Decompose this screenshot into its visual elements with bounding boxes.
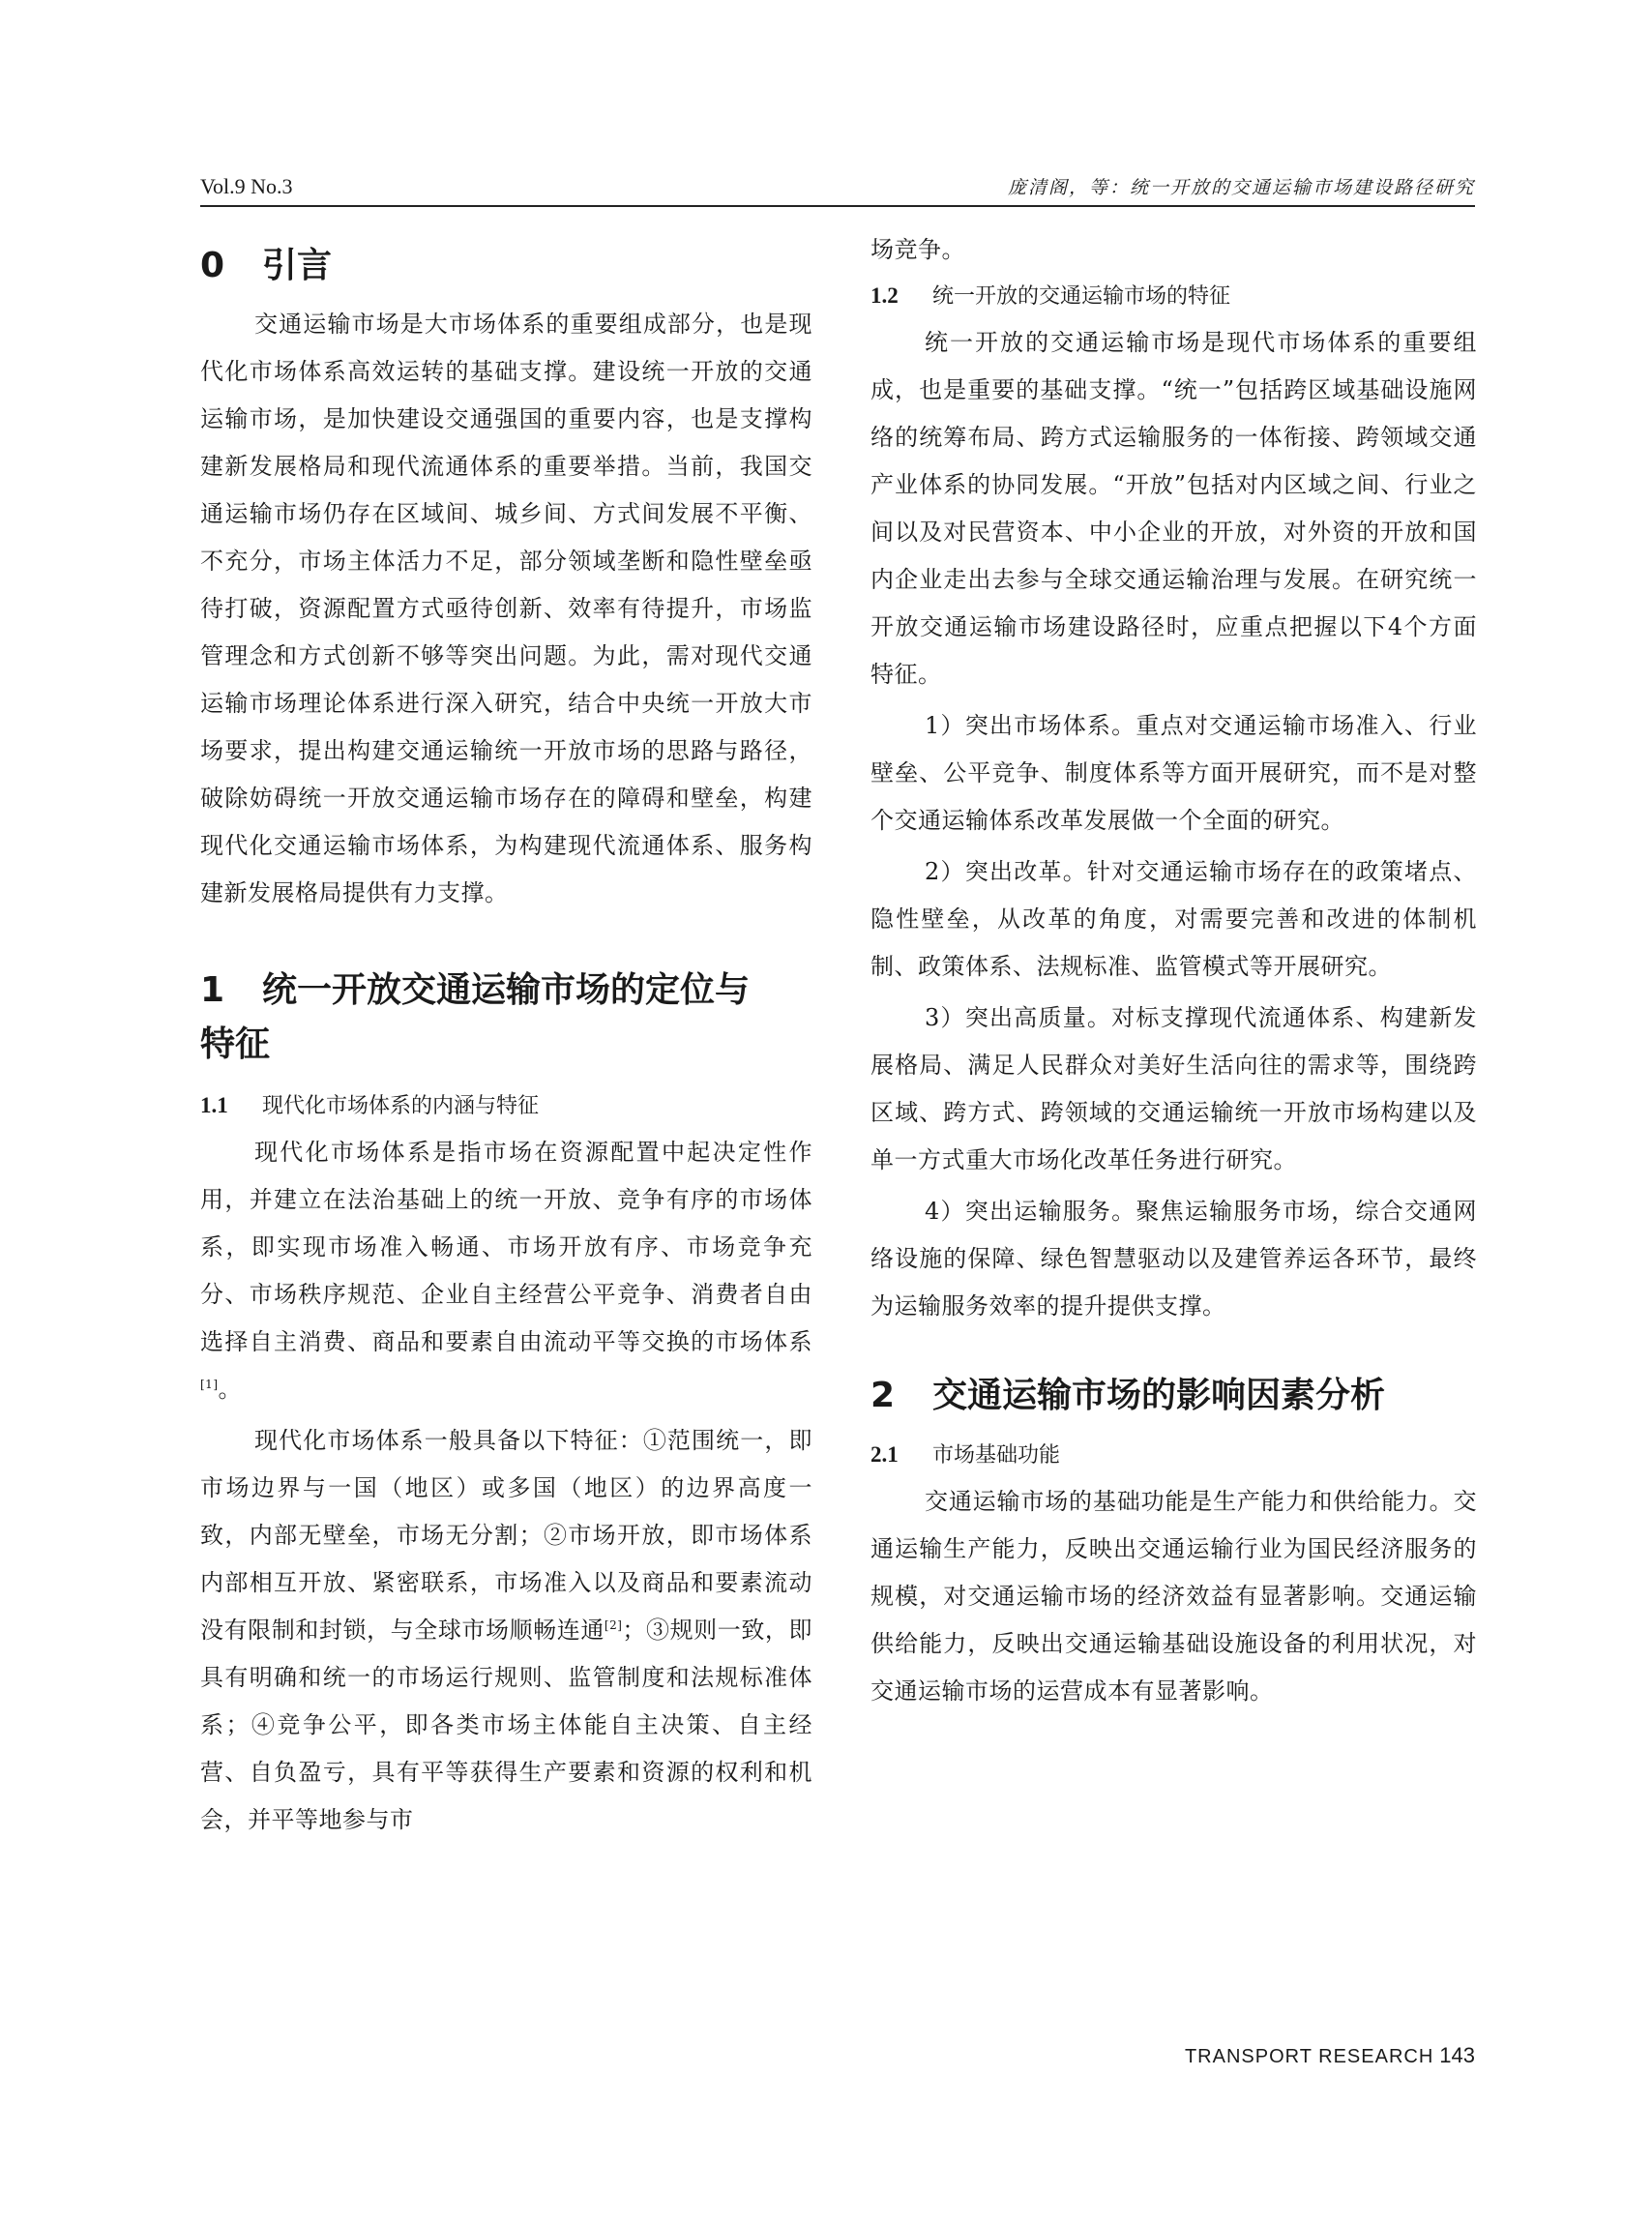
paragraph <box>200 1417 812 1844</box>
page-footer <box>1185 2043 1475 2068</box>
journal-name: TRANSPORT RESEARCH <box>1184 2046 1434 2067</box>
paragraph-text: 现代化市场体系是指市场在资源配置中起决定性作用，并建立在法治基础上的统一开放、竞争有序的市场体系，即实现市场准入畅通、市场开放有序、市场竞争充分、市场秩序规范、企业自主经营公平竞争、消费者自由选择自主消费、商品和要素自由流动平等交换的市场体系 <box>200 1139 812 1355</box>
page-number: 143 <box>1439 2043 1475 2067</box>
subsection-title: 现代化市场体系的内涵与特征 <box>262 1094 540 1118</box>
paragraph-text-end: 。 <box>218 1376 242 1403</box>
citation: [1] <box>200 1378 219 1391</box>
section-number: 1 <box>200 970 225 1010</box>
paragraph: 统一开放的交通运输市场是现代市场体系的重要组成，也是重要的基础支撑。“统一”包括跨区域基础设施网络的统筹布局、跨方式运输服务的一体衔接、跨领域交通产业体系的协同发展。“开放”包括对内区域之间、行业之间以及对民营资本、中小企业的开放，对外资的开放和国内企业走出去参与全球交通运输治理与发展。在研究统一开放交通运输市场建设路径时，应重点把握以下4个方面特征。 <box>870 329 1477 688</box>
section-number: 2 <box>870 1376 896 1415</box>
running-title: 庞清阁，等：统一开放的交通运输市场建设路径研究 <box>1007 177 1475 198</box>
section-title: 交通运输市场的影响因素分析 <box>932 1376 1386 1415</box>
section-title-line2: 特征 <box>200 1024 271 1064</box>
subsection-number: 1.1 <box>200 1093 228 1117</box>
subsection-heading-1-2 <box>870 274 1477 319</box>
paragraph-text-cont: ；③规则一致，即具有明确和统一的市场运行规则、监管制度和法规标准体系；④竞争公平，即各类市场主体能自主决策、自主经营、自负盈亏，具有平等获得生产要素和资源的权利和机会，并平等地参与市 <box>200 1617 813 1833</box>
subsection-heading-2-1 <box>870 1433 1477 1478</box>
subsection-title: 市场基础功能 <box>932 1443 1061 1468</box>
subsection-number: 2.1 <box>870 1442 899 1467</box>
section-heading-1 <box>200 964 812 1072</box>
running-header <box>200 166 1475 207</box>
left-column <box>200 232 812 1844</box>
right-column <box>870 232 1477 1715</box>
section-heading-0 <box>200 239 812 293</box>
citation: [2] <box>604 1618 623 1632</box>
paragraph <box>200 1129 812 1413</box>
list-paragraph: 2）突出改革。针对交通运输市场存在的政策堵点、隐性壁垒，从改革的角度，对需要完善和改进的体制机制、政策体系、法规标准、监管模式等开展研究。 <box>870 858 1477 980</box>
volume-issue: Vol.9 No.3 <box>200 174 293 198</box>
subsection-title: 统一开放的交通运输市场的特征 <box>932 284 1231 309</box>
subsection-heading-1-1 <box>200 1083 812 1129</box>
subsection-number: 1.2 <box>870 283 899 308</box>
list-paragraph: 3）突出高质量。对标支撑现代流通体系、构建新发展格局、满足人民群众对美好生活向往的需求等，围绕跨区域、跨方式、跨领域的交通运输统一开放市场构建以及单一方式重大市场化改革任务进行研究。 <box>870 1004 1477 1173</box>
paragraph-continued: 场竞争。 <box>870 236 965 263</box>
list-paragraph: 4）突出运输服务。聚焦运输服务市场，综合交通网络设施的保障、绿色智慧驱动以及建管养运各环节，最终为运输服务效率的提升提供支撑。 <box>870 1198 1477 1320</box>
paragraph: 交通运输市场是大市场体系的重要组成部分，也是现代化市场体系高效运转的基础支撑。建设统一开放的交通运输市场，是加快建设交通强国的重要内容，也是支撑构建新发展格局和现代流通体系的重要举措。当前，我国交通运输市场仍存在区域间、城乡间、方式间发展不平衡、不充分，市场主体活力不足，部分领域垄断和隐性壁垒亟待打破，资源配置方式亟待创新、效率有待提升，市场监管理念和方式创新不够等突出问题。为此，需对现代交通运输市场理论体系进行深入研究，结合中央统一开放大市场要求，提出构建交通运输统一开放市场的思路与路径，破除妨碍统一开放交通运输市场存在的障碍和壁垒，构建现代化交通运输市场体系，为构建现代流通体系、服务构建新发展格局提供有力支撑。 <box>200 311 812 906</box>
section-title: 引言 <box>262 246 333 285</box>
paragraph: 交通运输市场的基础功能是生产能力和供给能力。交通运输生产能力，反映出交通运输行业为国民经济服务的规模，对交通运输市场的经济效益有显著影响。交通运输供给能力，反映出交通运输基础设施设备的利用状况，对交通运输市场的运营成本有显著影响。 <box>870 1488 1477 1705</box>
list-paragraph: 1）突出市场体系。重点对交通运输市场准入、行业壁垒、公平竞争、制度体系等方面开展研究，而不是对整个交通运输体系改革发展做一个全面的研究。 <box>870 712 1477 834</box>
paragraph-text: 现代化市场体系一般具备以下特征：①范围统一，即市场边界与一国（地区）或多国（地区）的边界高度一致，内部无壁垒，市场无分割；②市场开放，即市场体系内部相互开放、紧密联系，市场准入以及商品和要素流动没有限制和封锁，与全球市场顺畅连通 <box>200 1427 812 1644</box>
section-number: 0 <box>200 246 225 285</box>
section-title-line1: 统一开放交通运输市场的定位与 <box>262 970 751 1010</box>
section-heading-2 <box>870 1369 1477 1423</box>
